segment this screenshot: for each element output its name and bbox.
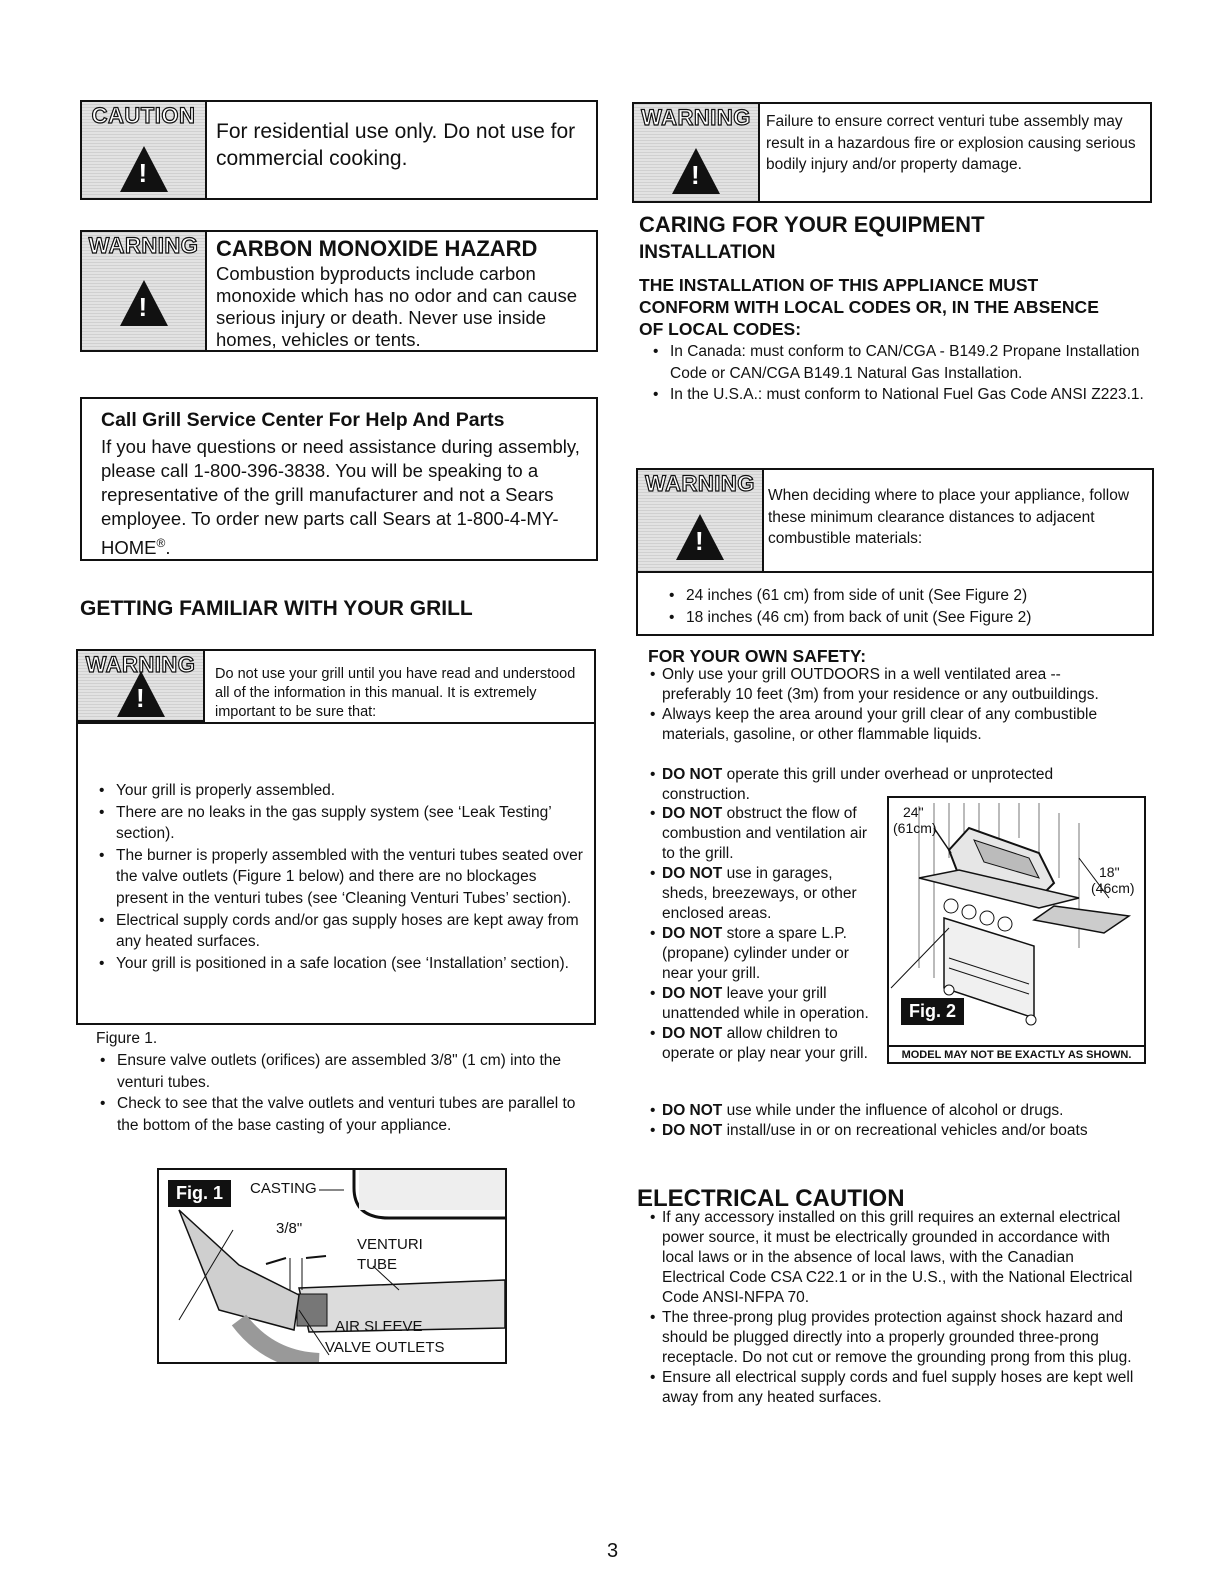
label-casting: CASTING bbox=[250, 1180, 317, 1197]
co-title: CARBON MONOXIDE HAZARD bbox=[216, 236, 538, 261]
do-not-label: DO NOT bbox=[662, 1102, 723, 1119]
clearance-text: When deciding where to place your appliance, follow these minimum clearance distances to adjacent combustible materials: bbox=[768, 487, 1130, 548]
venturi-warning-box bbox=[632, 102, 1152, 203]
do-not-text: use in garages, sheds, breezeways, or other enclosed areas. bbox=[662, 865, 857, 922]
list-item: • The three-prong plug provides protection against shock hazard and should be plugged directly into a properly grounded three-prong receptacle. Do not cut or remove the grounding prong from this plug. bbox=[648, 1308, 1138, 1368]
warning-triangle-icon: ! bbox=[120, 280, 168, 326]
co-signal-word: WARNING bbox=[88, 233, 199, 258]
do-not-label: DO NOT bbox=[662, 766, 723, 783]
dim-side-inches: 24" bbox=[903, 804, 924, 820]
list-item: • 18 inches (46 cm) from back of unit (See Figure 2) bbox=[664, 607, 1144, 629]
warning-triangle-icon: ! bbox=[672, 148, 720, 194]
clearance-signal-word: WARNING bbox=[645, 471, 755, 496]
do-not-label: DO NOT bbox=[662, 1122, 723, 1139]
warning-triangle-icon: ! bbox=[120, 146, 168, 192]
caution-signal-word: CAUTION bbox=[91, 103, 196, 128]
do-not-text: leave your grill unattended while in operation. bbox=[662, 985, 869, 1022]
list-item: • 24 inches (61 cm) from side of unit (See Figure 2) bbox=[664, 585, 1144, 607]
do-not-label: DO NOT bbox=[662, 985, 723, 1002]
installation-code-list bbox=[648, 341, 1148, 406]
familiar-signal-word: WARNING bbox=[85, 652, 196, 677]
list-item: • Ensure all electrical supply cords and fuel supply hoses are kept well away from any heated surfaces. bbox=[648, 1368, 1138, 1408]
dim-back-inches: 18" bbox=[1099, 864, 1120, 880]
do-not-text: allow children to operate or play near your grill. bbox=[662, 1025, 868, 1062]
label-venturi-2: TUBE bbox=[357, 1256, 398, 1273]
list-item: • Your grill is properly assembled. bbox=[94, 780, 584, 802]
figure2-tag: Fig. 2 bbox=[901, 998, 964, 1025]
do-not-text: install/use in or on recreational vehicles and/or boats bbox=[722, 1122, 1088, 1139]
label-venturi-1: VENTURI bbox=[357, 1236, 423, 1253]
list-item: • Electrical supply cords and/or gas supply hoses are kept away from any heated surfaces. bbox=[94, 910, 584, 953]
figure1-notes bbox=[95, 1050, 595, 1136]
do-not-label: DO NOT bbox=[662, 925, 723, 942]
list-item: • If any accessory installed on this grill requires an external electrical power source, it must be electrically grounded in accordance with local laws or in the absence of local laws, with the Canadian Electrical Code CSA C22.1 or in the U.S., with the National Electrical Code ANSI-NFPA 70. bbox=[648, 1208, 1138, 1308]
caring-heading: CARING FOR YOUR EQUIPMENT bbox=[639, 212, 985, 237]
clearance-distances bbox=[664, 585, 1144, 628]
list-item bbox=[648, 924, 876, 984]
venturi-signal-panel bbox=[634, 104, 760, 201]
page-number: 3 bbox=[607, 1540, 619, 1562]
figure1-tag: Fig. 1 bbox=[168, 1180, 231, 1207]
caution-text: For residential use only. Do not use for commercial cooking. bbox=[216, 120, 576, 170]
familiar-heading: GETTING FAMILIAR WITH YOUR GRILL bbox=[80, 597, 473, 620]
list-item: • Ensure valve outlets (orifices) are assembled 3/8" (1 cm) into the venturi tubes. bbox=[95, 1050, 595, 1093]
list-item: • Your grill is positioned in a safe location (see ‘Installation’ section). bbox=[94, 953, 584, 975]
venturi-signal-word: WARNING bbox=[641, 105, 751, 130]
label-dimension: 3/8" bbox=[276, 1220, 303, 1237]
caution-box bbox=[80, 100, 598, 200]
electrical-heading: ELECTRICAL CAUTION bbox=[637, 1185, 905, 1212]
list-item bbox=[648, 1024, 876, 1064]
list-item: • There are no leaks in the gas supply system (see ‘Leak Testing’ section). bbox=[94, 802, 584, 845]
do-not-label: DO NOT bbox=[662, 1025, 723, 1042]
list-item: • Always keep the area around your grill clear of any combustible materials, gasoline, or other flammable liquids. bbox=[648, 705, 1128, 745]
safety-do-not-narrow bbox=[648, 804, 876, 1064]
service-title: Call Grill Service Center For Help And Parts bbox=[101, 409, 505, 431]
venturi-warning-text: Failure to ensure correct venturi tube assembly may result in a hazardous fire or explosion causing serious bodily injury and/or property damage. bbox=[766, 113, 1136, 174]
service-text-end: . bbox=[165, 537, 171, 559]
caution-signal-panel bbox=[82, 102, 207, 198]
co-text: Combustion byproducts include carbon monoxide which has no odor and can cause serious injury or death. Never use inside homes, vehicles or tents. bbox=[216, 263, 577, 350]
familiar-intro: Do not use your grill until you have read and understood all of the information in this manual. It is extremely important to be sure that: bbox=[215, 666, 576, 720]
co-signal-panel bbox=[82, 232, 207, 350]
label-air-sleeve: AIR SLEEVE bbox=[335, 1318, 423, 1335]
safety-do-not-last bbox=[648, 1101, 1148, 1141]
dim-side-cm: (61cm) bbox=[893, 820, 937, 836]
do-not-text: use while under the influence of alcohol or drugs. bbox=[722, 1102, 1064, 1119]
installation-rule: THE INSTALLATION OF THIS APPLIANCE MUST CONFORM WITH LOCAL CODES OR, IN THE ABSENCE OF LOCAL CODES: bbox=[639, 275, 1099, 339]
familiar-warning-box bbox=[76, 649, 596, 1025]
list-item: • Only use your grill OUTDOORS in a well ventilated area -- preferably 10 feet (3m) from your residence or any outbuildings. bbox=[648, 665, 1128, 705]
list-item bbox=[648, 1121, 1148, 1141]
installation-heading: INSTALLATION bbox=[639, 242, 776, 263]
list-item bbox=[648, 984, 876, 1024]
clearance-warning-box bbox=[636, 468, 1154, 636]
list-item: • Check to see that the valve outlets and venturi tubes are parallel to the bottom of the base casting of your appliance. bbox=[95, 1093, 595, 1136]
warning-triangle-icon: ! bbox=[676, 514, 724, 560]
service-text-body: If you have questions or need assistance during assembly, please call 1-800-396-3838. You will be speaking to a representative of the grill manufacturer and not a Sears employee. To order new parts call Sears at 1-800-4-MY-HOME bbox=[101, 436, 580, 559]
safety-heading: FOR YOUR OWN SAFETY: bbox=[648, 646, 867, 666]
figure2-illustration bbox=[887, 796, 1146, 1064]
warning-triangle-icon: ! bbox=[117, 671, 165, 717]
safety-general-list bbox=[648, 665, 1128, 745]
registered-mark: ® bbox=[156, 536, 166, 550]
list-item bbox=[648, 804, 876, 864]
list-item: • In the U.S.A.: must conform to National Fuel Gas Code ANSI Z223.1. bbox=[648, 384, 1148, 406]
figure2-caption: MODEL MAY NOT BE EXACTLY AS SHOWN. bbox=[889, 1045, 1144, 1064]
do-not-label: DO NOT bbox=[662, 805, 723, 822]
label-valve-outlets: VALVE OUTLETS bbox=[325, 1339, 445, 1356]
co-warning-box bbox=[80, 230, 598, 352]
list-item bbox=[648, 864, 876, 924]
do-not-text: operate this grill under overhead or unprotected construction. bbox=[662, 766, 1054, 803]
do-not-label: DO NOT bbox=[662, 865, 723, 882]
familiar-checklist bbox=[94, 780, 584, 974]
clearance-signal-panel bbox=[638, 470, 764, 571]
list-item bbox=[648, 1101, 1148, 1121]
figure1-illustration bbox=[157, 1168, 507, 1364]
service-center-box bbox=[80, 397, 598, 561]
figure1-caption: Figure 1. bbox=[96, 1030, 158, 1047]
electrical-list bbox=[648, 1208, 1138, 1408]
do-not-text: store a spare L.P. (propane) cylinder under or near your grill. bbox=[662, 925, 849, 982]
service-text bbox=[101, 435, 581, 560]
dim-back-cm: (46cm) bbox=[1091, 880, 1135, 896]
list-item: • The burner is properly assembled with the venturi tubes seated over the valve outlets (Figure 1 below) and there are no blockages present in the venturi tubes (see ‘Cleaning Venturi Tubes’ section). bbox=[94, 845, 584, 910]
do-not-text: obstruct the flow of combustion and ventilation air to the grill. bbox=[662, 805, 868, 862]
list-item: • In Canada: must conform to CAN/CGA - B149.2 Propane Installation Code or CAN/CGA B149.1 Natural Gas Installation. bbox=[648, 341, 1148, 384]
